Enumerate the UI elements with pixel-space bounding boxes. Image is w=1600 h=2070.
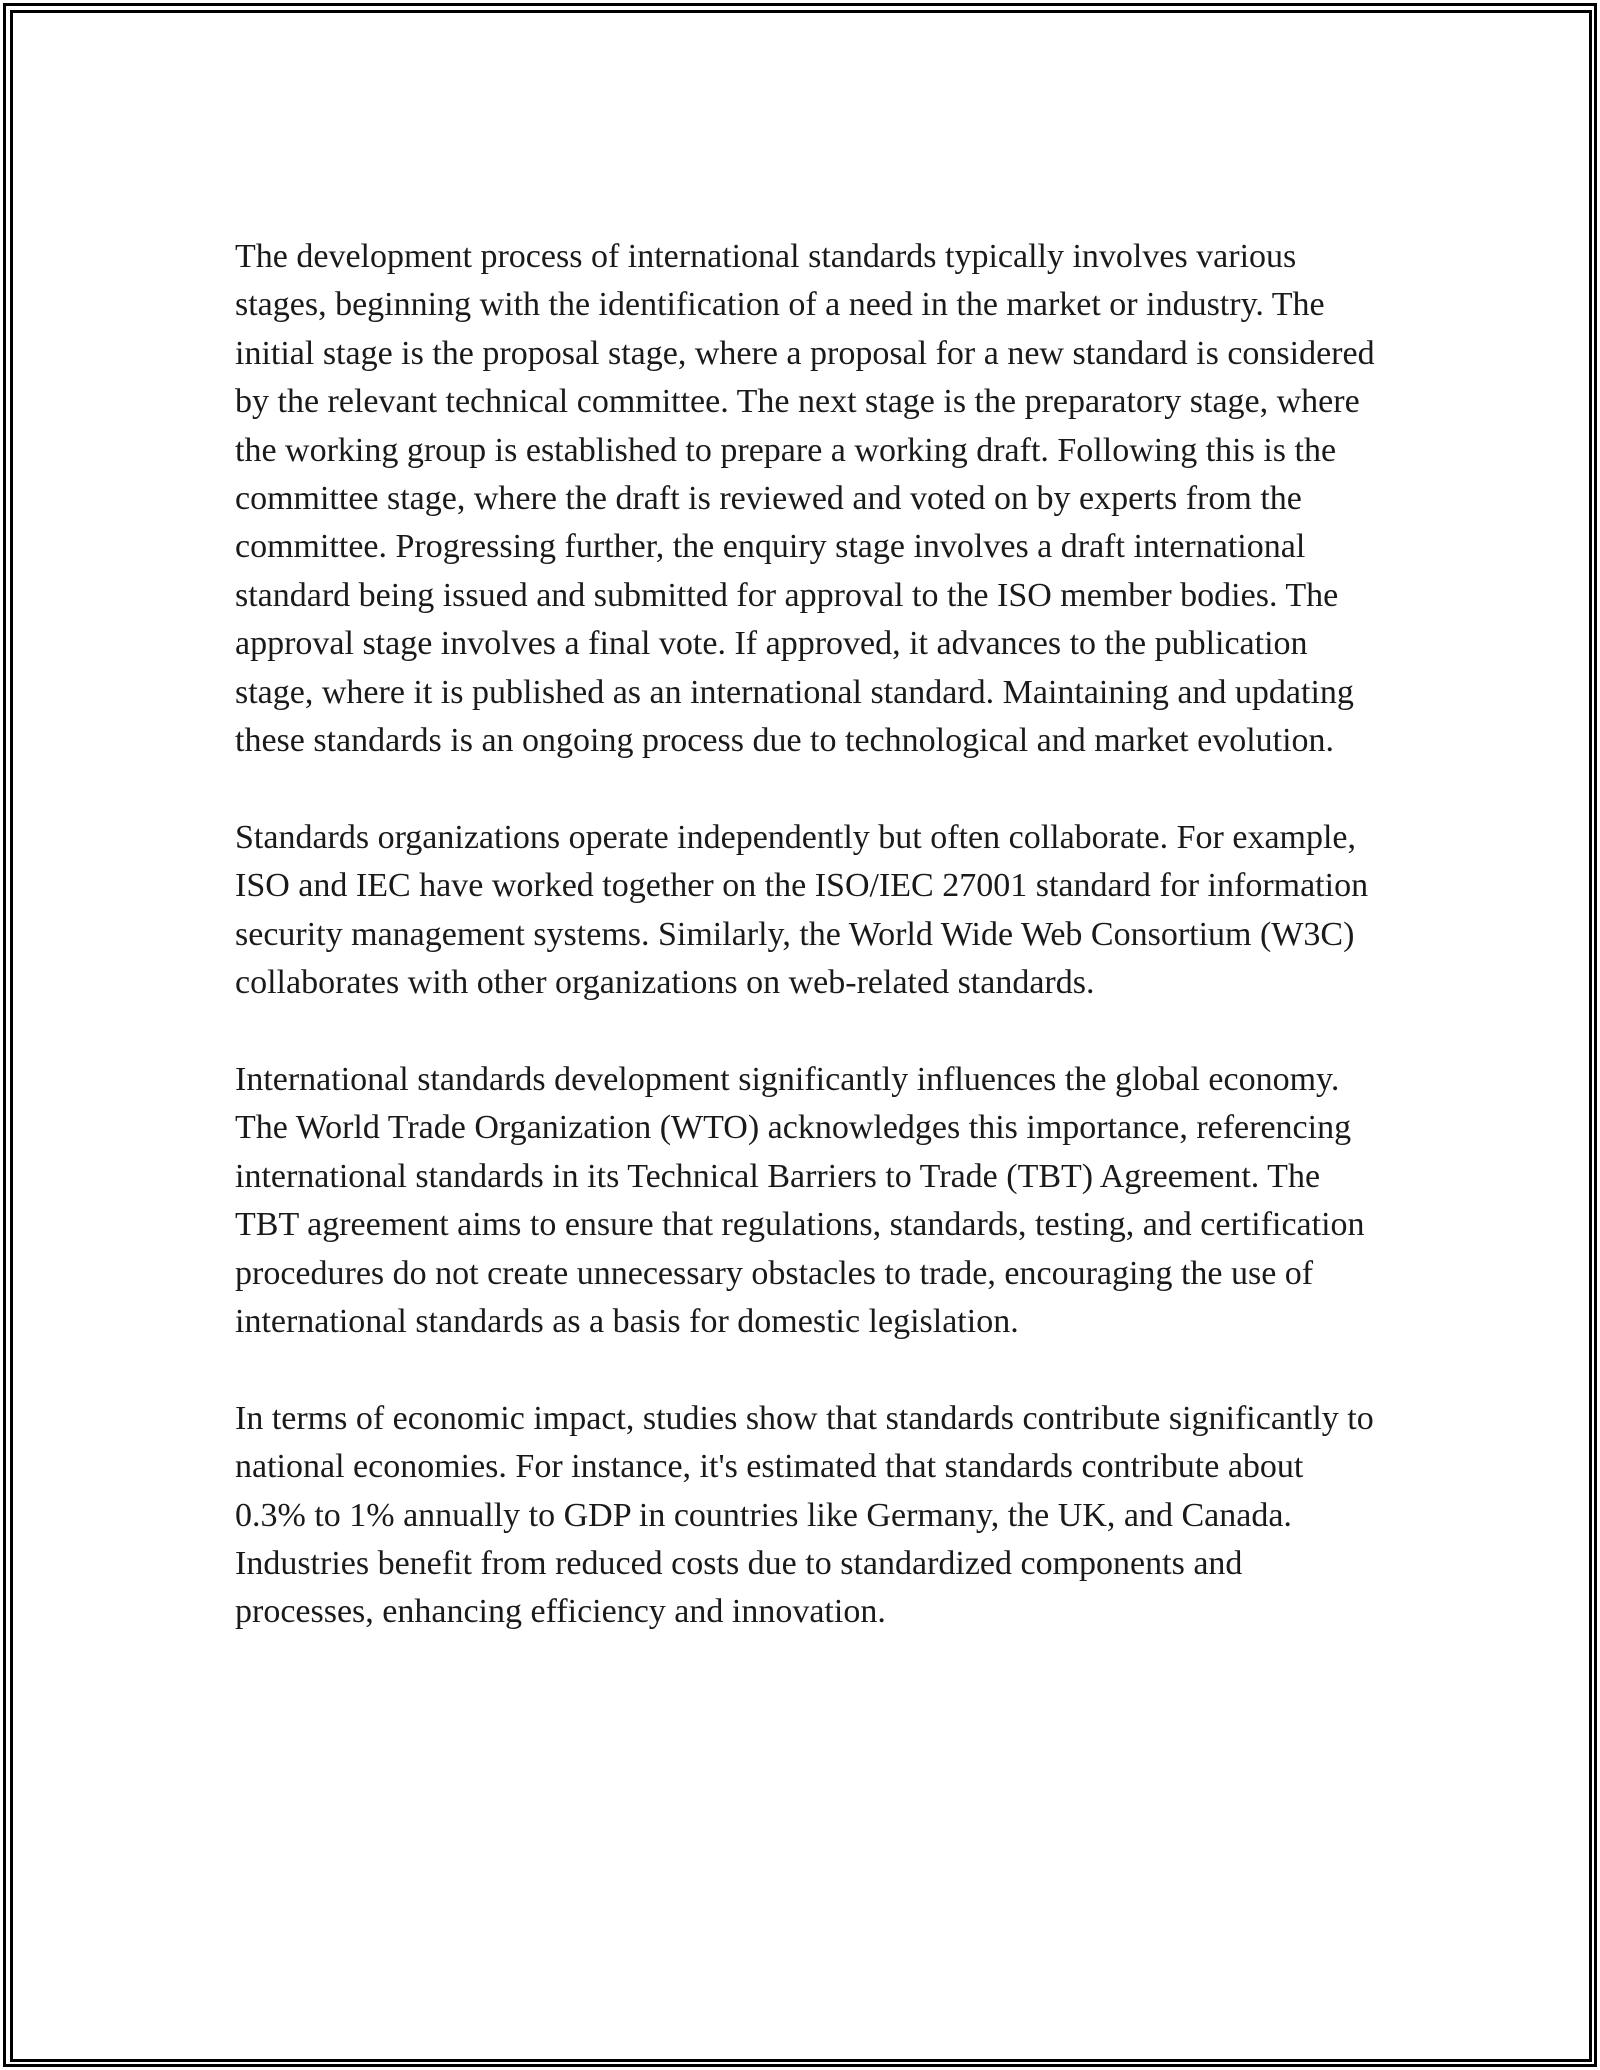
- paragraph-economic-impact: In terms of economic impact, studies show that standards contribute significantly to national economies. For instance, it's estimated that standards contribute about 0.3% to 1% annually to GDP in countries like Germany, the UK, and Canada. Industries benefit from reduced costs due to standardized components and processes, enhancing efficiency and innovation.: [235, 1399, 1374, 1631]
- paragraph-global-economy-influence: International standards development significantly influences the global economy. The World Trade Organization (WTO) acknowledges this importance, referencing international standards in its Technical Barriers to Trade (TBT) Agreement. The TBT agreement aims to ensure that regulations, standards, testing, and certification procedures do not create unnecessary obstacles to trade, encouraging the use of international standards as a basis for domestic legislation.: [235, 1060, 1365, 1340]
- paragraph-standards-collaboration: Standards organizations operate independently but often collaborate. For example, ISO and IEC have worked together on the ISO/IEC 27001 standard for information security management systems. Similarly, the World Wide Web Consortium (W3C) collaborates with other organizations on web-related standards.: [235, 818, 1369, 1002]
- paragraph-standards-development-process: The development process of international standards typically involves various stages, beginning with the identification of a need in the market or industry. The initial stage is the proposal stage, where a proposal for a new standard is considered by the relevant technical committee. The next stage is the preparatory stage, where the working group is established to prepare a working draft. Following this is the committee stage, where the draft is reviewed and voted on by experts from the committee. Progressing further, the enquiry stage involves a draft international standard being issued and submitted for approval to the ISO member bodies. The approval stage involves a final vote. If approved, it advances to the publication stage, where it is published as an international standard. Maintaining and updating these standards is an ongoing process due to technological and market evolution.: [235, 238, 1375, 760]
- document-body: [235, 233, 1375, 1685]
